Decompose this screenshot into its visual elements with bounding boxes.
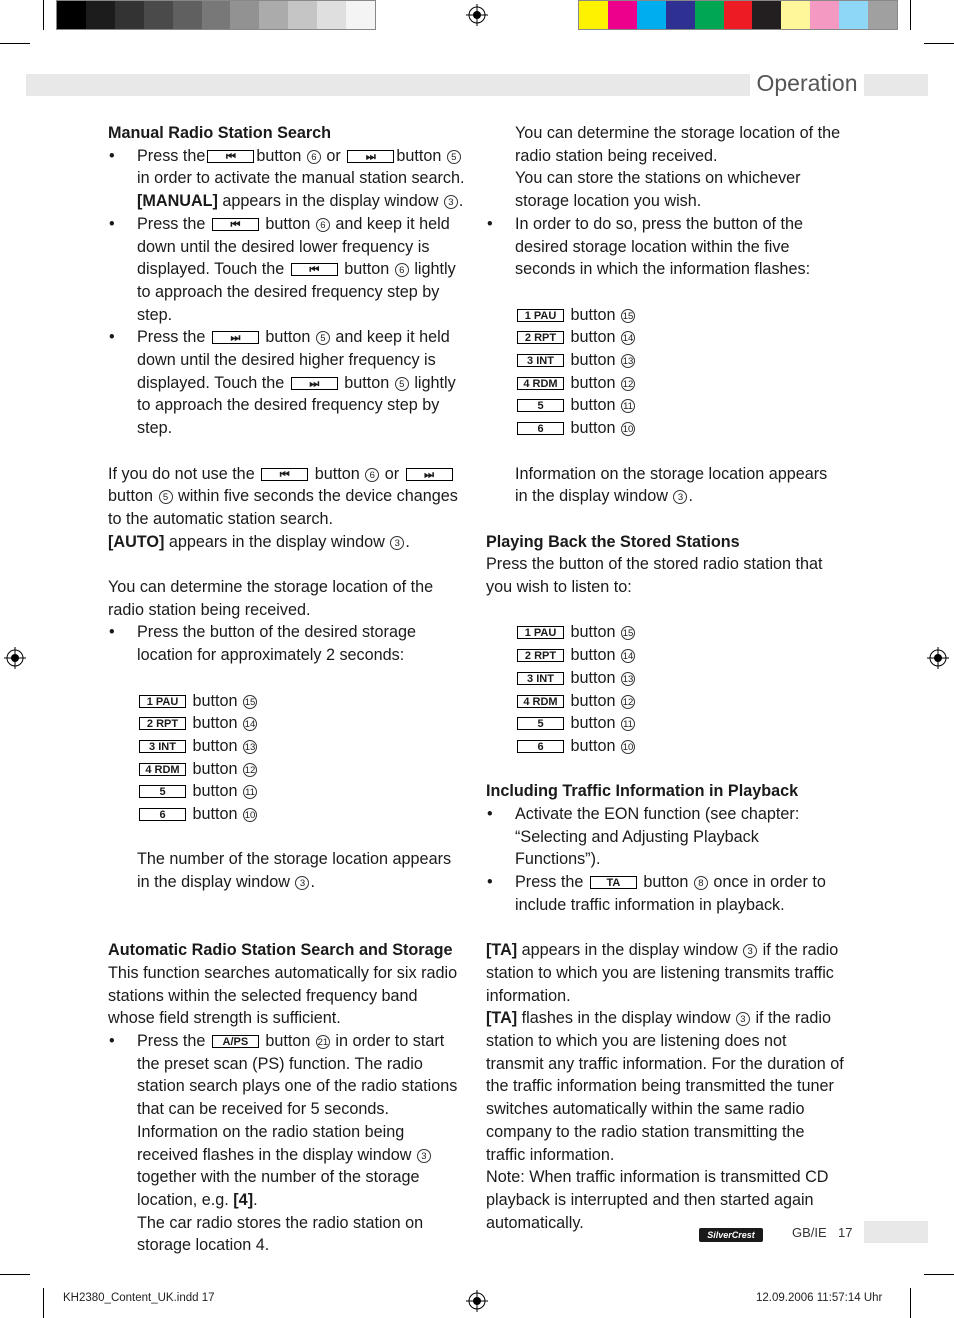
bullet-item: • Press the ⏮ button 6 or ⏭ button 5 in order to activate the manual station search. [MANUAL] appears in the display window 3 .	[108, 145, 466, 213]
crop-mark	[924, 1274, 954, 1275]
gray-swatch	[202, 1, 231, 29]
color-swatch	[868, 1, 897, 29]
memory-button-row: 2 RPT button 14	[108, 712, 466, 735]
memory-key: 4 RDM	[517, 377, 564, 390]
color-swatch	[752, 1, 781, 29]
memory-key: 1 PAU	[517, 309, 564, 322]
color-swatch	[839, 1, 868, 29]
memory-key: 3 INT	[517, 354, 564, 367]
paragraph: You can determine the storage location of the radio station being received.	[108, 578, 434, 619]
color-swatch	[637, 1, 666, 29]
crop-mark	[0, 43, 30, 44]
gray-swatch	[259, 1, 288, 29]
section-heading: Automatic Radio Station Search and Storage	[108, 941, 453, 960]
section-heading: Playing Back the Stored Stations	[486, 532, 740, 551]
gray-swatch	[144, 1, 173, 29]
memory-key: 1 PAU	[517, 626, 564, 639]
paragraph: Information on the storage location appears in the display window 3 .	[515, 464, 828, 506]
header-bar	[26, 74, 750, 96]
right-column	[486, 122, 844, 1234]
memory-button-row: 6 button 10	[486, 735, 844, 758]
gray-swatch	[230, 1, 259, 29]
paragraph: The car radio stores the radio station on storage location 4.	[137, 1213, 424, 1255]
section-heading: Manual Radio Station Search	[108, 124, 332, 142]
grayscale-color-bar	[56, 0, 376, 30]
crop-mark	[0, 1274, 30, 1275]
memory-button-row: 6 button 10	[108, 803, 466, 826]
paragraph: [AUTO] appears in the display window 3 .	[108, 532, 410, 551]
memory-button-row: 1 PAU button 15	[108, 690, 466, 713]
slug-file-info: KH2380_Content_UK.indd 17	[63, 1292, 215, 1304]
memory-button-row: 1 PAU button 15	[486, 304, 844, 327]
slug-timestamp: 12.09.2006 11:57:14 Uhr	[756, 1292, 883, 1304]
color-swatch	[666, 1, 695, 29]
gray-swatch	[288, 1, 317, 29]
memory-key: 2 RPT	[139, 717, 186, 730]
header-bar-right	[864, 74, 928, 96]
color-swatch	[579, 1, 608, 29]
page-title: Operation	[756, 70, 858, 96]
memory-key: 5	[517, 399, 564, 412]
crop-mark	[43, 0, 44, 30]
memory-key: 1 PAU	[139, 695, 186, 708]
language-label: GB/IE	[792, 1225, 827, 1240]
process-color-bar	[578, 0, 898, 30]
registration-mark-icon	[4, 647, 26, 669]
bullet-item: • Press the TA button 8 once in order to include traffic information in playback.	[486, 871, 844, 916]
paragraph: If you do not use the ⏮ button 6 or ⏭ button 5 within five seconds the device changes to the automatic station search.	[108, 464, 458, 528]
memory-key: 6	[517, 422, 564, 435]
paragraph: The number of the storage location appears in the display window 3 .	[137, 850, 452, 892]
memory-key: 3 INT	[139, 740, 186, 753]
color-swatch	[724, 1, 753, 29]
crop-mark	[910, 0, 911, 30]
memory-key: 6	[517, 740, 564, 753]
memory-button-row: 3 INT button 13	[108, 735, 466, 758]
bullet-item: • Press the button of the desired storage location for approximately 2 seconds:	[108, 621, 466, 666]
color-swatch	[608, 1, 637, 29]
registration-mark-icon	[466, 4, 488, 26]
gray-swatch	[57, 1, 86, 29]
memory-button-row: 6 button 10	[486, 417, 844, 440]
memory-button-list	[486, 304, 844, 440]
paragraph: Note: When traffic information is transmitted CD playback is interrupted and then started again automatically.	[486, 1168, 829, 1232]
memory-button-list	[486, 621, 844, 757]
crop-mark	[910, 1288, 911, 1318]
memory-button-row: 3 INT button 13	[486, 667, 844, 690]
bullet-item: • Press the ⏭ button 5 and keep it held down until the desired higher frequency is displayed. Touch the ⏭ button 5 lightly to approach the desired frequency step by step.	[108, 326, 466, 440]
brand-logo: SilverCrest	[699, 1228, 763, 1242]
bullet-item: • Press the ⏮ button 6 and keep it held down until the desired lower frequency is displayed. Touch the ⏮ button 6 lightly to approach the desired frequency step by step.	[108, 213, 466, 327]
memory-button-row: 4 RDM button 12	[108, 758, 466, 781]
memory-key: 4 RDM	[517, 695, 564, 708]
memory-key: 4 RDM	[139, 763, 186, 776]
memory-key: 6	[139, 808, 186, 821]
footer-bar	[864, 1221, 928, 1243]
memory-button-row: 3 INT button 13	[486, 349, 844, 372]
gray-swatch	[317, 1, 346, 29]
gray-swatch	[346, 1, 375, 29]
gray-swatch	[115, 1, 144, 29]
memory-button-list	[108, 690, 466, 826]
paragraph: You can determine the storage location of the radio station being received.	[515, 124, 841, 165]
memory-button-row: 2 RPT button 14	[486, 644, 844, 667]
bullet-item: • Press the A/PS button 21 in order to start the preset scan (PS) function. The radio station search plays one of the radio stations that can be received for 5 seconds. Information on the radio station being received flashes in the display window 3 together with the number of the storage location, e.g. [4].	[108, 1030, 466, 1212]
memory-button-row: 4 RDM button 12	[486, 372, 844, 395]
memory-button-row: 5 button 11	[486, 712, 844, 735]
bullet-item: • Activate the EON function (see chapter: “Selecting and Adjusting Playback Functions”).	[486, 803, 844, 871]
memory-key: 2 RPT	[517, 649, 564, 662]
section-heading: Including Traffic Information in Playback	[486, 782, 799, 801]
page-number: 17	[838, 1225, 853, 1240]
paragraph: You can store the stations on whichever storage location you wish.	[515, 169, 801, 211]
memory-button-row: 5 button 11	[486, 394, 844, 417]
color-swatch	[810, 1, 839, 29]
memory-button-row: 2 RPT button 14	[486, 326, 844, 349]
gray-swatch	[86, 1, 115, 29]
paragraph: Press the button of the stored radio station that you wish to listen to:	[486, 555, 823, 597]
memory-button-row: 5 button 11	[108, 780, 466, 803]
crop-mark	[43, 1288, 44, 1318]
crop-mark	[924, 43, 954, 44]
paragraph: [TA] flashes in the display window 3 if the radio station to which you are listening does not transmit any traffic information. For the duration of the traffic information being transmitted the tuner switches automatically within the same radio company to the radio station transmitting the traffic information.	[486, 1009, 844, 1164]
memory-button-row: 4 RDM button 12	[486, 690, 844, 713]
memory-button-row: 1 PAU button 15	[486, 621, 844, 644]
color-swatch	[781, 1, 810, 29]
memory-key: 5	[517, 717, 564, 730]
memory-key: 3 INT	[517, 672, 564, 685]
memory-key: 2 RPT	[517, 331, 564, 344]
gray-swatch	[173, 1, 202, 29]
paragraph: [TA] appears in the display window 3 if the radio station to which you are listening transmits traffic information.	[486, 941, 839, 1005]
memory-key: 5	[139, 785, 186, 798]
color-swatch	[695, 1, 724, 29]
left-column	[108, 122, 466, 1257]
paragraph: This function searches automatically for six radio stations within the selected frequency band whose field strength is sufficient.	[108, 963, 458, 1028]
bullet-item: • In order to do so, press the button of the desired storage location within the five seconds in which the information flashes:	[486, 213, 844, 281]
registration-mark-icon	[466, 1290, 488, 1312]
registration-mark-icon	[927, 647, 949, 669]
